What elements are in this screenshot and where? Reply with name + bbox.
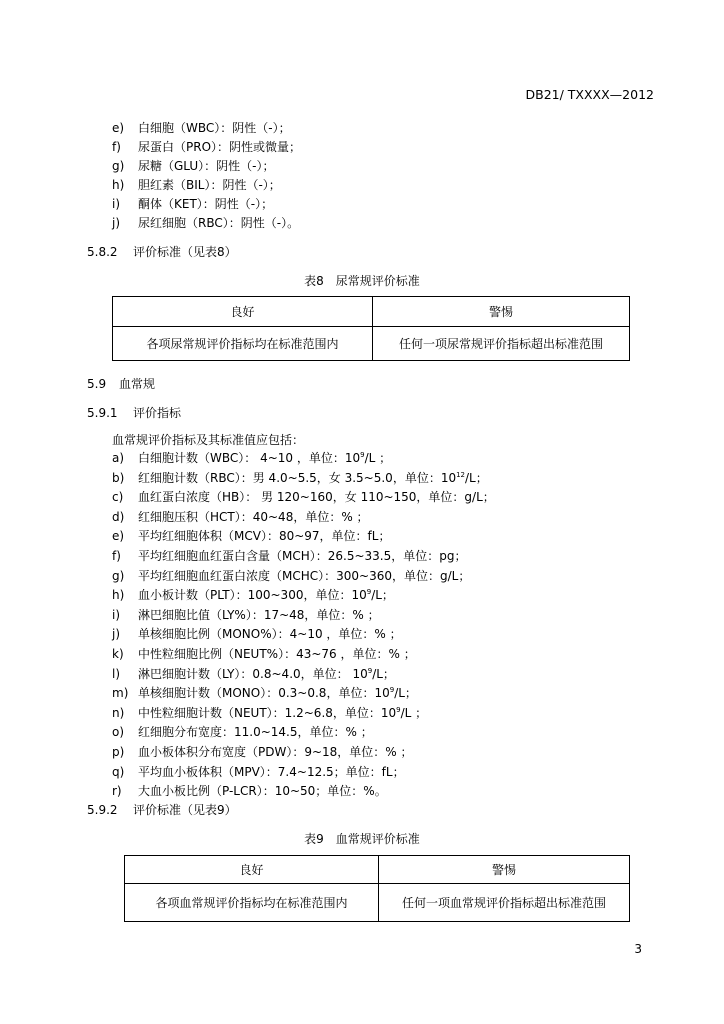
list-item	[112, 666, 395, 682]
list-item	[112, 177, 281, 193]
list-item	[112, 196, 273, 212]
list-item	[112, 548, 466, 564]
item-text: 淋巴细胞比值（LY%）：17~48，单位：% ；	[138, 607, 380, 622]
item-label: g)	[112, 568, 125, 583]
section-title: 评价标准（见表8）	[133, 245, 237, 259]
item-text-suffix: /L；	[371, 588, 394, 603]
item-text: 红细胞计数（RBC）：男 4.0~5.5，女 3.5~5.0，单位：10	[138, 470, 457, 485]
list-item	[112, 783, 387, 799]
list-item	[112, 607, 380, 623]
list-item	[112, 744, 413, 760]
list-item	[112, 646, 416, 662]
section-title: 血常规	[119, 377, 156, 391]
item-text: 平均红细胞血红蛋白浓度（MCHC）：300~360，单位：g/L；	[138, 568, 471, 583]
table-header-cell: 良好	[125, 856, 379, 884]
item-label: n)	[112, 705, 125, 720]
table-header-cell: 警惕	[379, 856, 630, 884]
item-label: e)	[112, 529, 125, 544]
item-text: 血小板计数（PLT）：100~300，单位：10	[138, 588, 367, 603]
item-label: o)	[112, 725, 125, 740]
unit-exponent: 12	[456, 470, 466, 479]
section-heading-5-9-2	[87, 801, 237, 818]
section-number: 5.9.1	[87, 406, 118, 420]
table-cell: 各项血常规评价指标均在标准范围内	[125, 884, 379, 922]
document-code-header: DB21/ TXXXX—2012	[525, 87, 654, 102]
item-label: h)	[112, 178, 125, 192]
table9	[124, 855, 630, 922]
item-label: k)	[112, 647, 124, 661]
item-text: 血红蛋白浓度（HB）： 男 120~160，女 110~150，单位：g/L；	[138, 490, 495, 505]
item-label: c)	[112, 490, 124, 505]
unit-exponent: 9	[396, 705, 401, 714]
list-item	[112, 764, 405, 780]
section-title: 评价标准（见表9）	[133, 803, 237, 817]
item-label: g)	[112, 159, 125, 173]
item-text: 平均红细胞血红蛋白含量（MCH）：26.5~33.5，单位：pg；	[138, 549, 467, 563]
list-item	[112, 470, 488, 486]
section-title: 评价指标	[133, 406, 182, 420]
item-label: i)	[112, 607, 121, 622]
section-heading-5-9-1	[87, 404, 181, 421]
item-label: j)	[112, 627, 121, 642]
item-label: p)	[112, 745, 125, 759]
item-label: f)	[112, 549, 121, 563]
page-number: 3	[634, 942, 642, 956]
item-label: r)	[112, 784, 122, 799]
table-cell: 任何一项尿常规评价指标超出标准范围	[373, 327, 630, 361]
item-label: d)	[112, 509, 125, 524]
list-item	[112, 705, 427, 721]
unit-exponent: 9	[389, 686, 395, 695]
list-item	[112, 120, 291, 136]
table-cell: 任何一项血常规评价指标超出标准范围	[379, 884, 630, 922]
list-item	[112, 489, 495, 505]
item-text: 红细胞分布宽度：11.0~14.5，单位：% ；	[138, 725, 373, 740]
table-cell: 各项尿常规评价指标均在标准范围内	[113, 327, 373, 361]
item-text: 单核细胞计数（MONO）：0.3~0.8，单位：10	[138, 686, 390, 701]
item-label: l)	[112, 666, 121, 681]
list-item	[112, 724, 373, 740]
item-text-suffix: /L ；	[400, 705, 428, 720]
item-text: 血小板体积分布宽度（PDW）：9~18，单位：% ；	[138, 745, 413, 759]
item-text: 白细胞（WBC）：阴性（-）；	[138, 121, 291, 135]
item-text: 大血小板比例（P-LCR）：10~50；单位：%。	[138, 784, 387, 799]
section-number: 5.8.2	[87, 245, 118, 259]
item-text: 尿红细胞（RBC）：阴性（-）。	[138, 216, 300, 230]
table-header-cell: 良好	[113, 297, 373, 327]
section-heading-5-9	[87, 375, 155, 392]
list-item	[112, 528, 390, 544]
list-item	[112, 158, 275, 174]
list-item	[112, 139, 301, 155]
table-header-cell: 警惕	[373, 297, 630, 327]
list-item	[112, 587, 394, 603]
item-label: e)	[112, 121, 125, 135]
table8	[112, 296, 630, 361]
unit-exponent: 9	[366, 588, 372, 597]
item-text: 酮体（KET）：阴性（-）；	[138, 197, 274, 211]
item-text: 平均血小板体积（MPV）：7.4~12.5；单位：fL；	[138, 764, 405, 779]
list-item	[112, 215, 299, 231]
list-item	[112, 509, 369, 525]
unit-exponent: 9	[367, 666, 373, 675]
blood-intro-text: 血常规评价指标及其标准值应包括：	[112, 433, 305, 447]
item-label: a)	[112, 451, 125, 465]
list-item	[112, 626, 402, 642]
item-text: 中性粒细胞比例（NEUT%）：43~76 ，单位：% ；	[138, 647, 416, 661]
item-label: b)	[112, 470, 125, 485]
list-item	[112, 568, 470, 584]
item-label: h)	[112, 588, 125, 603]
item-text: 淋巴细胞计数（LY）：0.8~4.0，单位： 10	[138, 666, 368, 681]
item-label: i)	[112, 197, 121, 211]
item-text: 白细胞计数（WBC）： 4~10 ，单位：10	[138, 451, 361, 465]
item-label: j)	[112, 216, 121, 230]
item-text-suffix: /L；	[372, 666, 395, 681]
item-text: 中性粒细胞计数（NEUT）：1.2~6.8，单位：10	[138, 705, 397, 720]
item-text: 平均红细胞体积（MCV）：80~97，单位：fL；	[138, 529, 391, 544]
item-text: 尿蛋白（PRO）：阴性或微量；	[138, 140, 302, 154]
item-text-suffix: /L；	[465, 470, 488, 485]
section-number: 5.9	[87, 377, 107, 391]
item-label: m)	[112, 686, 129, 701]
item-label: f)	[112, 140, 121, 154]
unit-exponent: 9	[360, 451, 365, 459]
item-text-suffix: /L；	[394, 686, 417, 701]
section-number: 5.9.2	[87, 803, 118, 817]
table8-caption: 表8 尿常规评价标准	[304, 274, 420, 288]
item-text: 红细胞压积（HCT）：40~48，单位：% ；	[138, 509, 369, 524]
item-label: q)	[112, 764, 125, 779]
list-item	[112, 450, 391, 466]
item-text-suffix: /L ；	[364, 451, 392, 465]
section-heading-5-8-2	[87, 243, 237, 260]
table9-caption: 表9 血常规评价标准	[304, 832, 420, 846]
item-text: 尿糖（GLU）：阴性（-）；	[138, 159, 275, 173]
item-text: 胆红素（BIL）：阴性（-）；	[138, 178, 281, 192]
item-text: 单核细胞比例（MONO%）：4~10 ，单位：% ；	[138, 627, 402, 642]
list-item	[112, 685, 417, 701]
